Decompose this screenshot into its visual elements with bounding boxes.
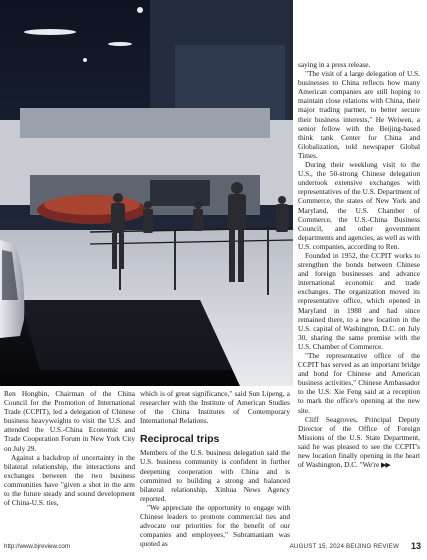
footer-date: AUGUST 15, 2024 BEIJING REVIEW	[289, 543, 399, 550]
paragraph: Members of the U.S. business delegation said the U.S. business community is confident in further deepening cooperation with China and is committed to building a strong and balanced bilateral relationship, Xinhua News Agency reported.	[140, 448, 290, 503]
paragraph: Cliff Seagroves, Principal Deputy Director of the Office of Foreign Missions of the U.S. State Department, said he was pleased to see the CCPIT's new location finally opening in the heart of Washington, D.C. "We're	[298, 414, 420, 470]
paragraph: "We appreciate the opportunity to engage with Chinese leaders to promote commercial ties and advocate our priorities for the benefit of our companies and employees," Subramaniam was quoted as	[140, 502, 290, 549]
exhibition-photo	[0, 0, 293, 386]
paragraph: saying in a press release.	[298, 60, 371, 69]
page-footer	[4, 543, 421, 554]
continue-arrow-icon: ▶▶	[381, 461, 390, 470]
right-column-text	[298, 60, 420, 470]
bottom-left-column-text	[4, 389, 135, 507]
paragraph: During their weeklong visit to the U.S., the 50-strong Chinese delegation undertook extensive exchanges with representatives of the U.S. Department of Commerce, the states of New York and Maryland, the U.S. Chamber of Commerce, the U.S.-China Business Council, and other government departments and agencies, as well as with U.S. companies, according to Ren.	[298, 160, 420, 251]
page-number: 13	[410, 541, 421, 551]
bottom-middle-column-text	[140, 389, 290, 548]
paragraph: "The visit of a large delegation of U.S. businesses to China reflects how many American companies are still hoping to maintain close relations with China, their major trading partner, to better secure their business interests," He Weiwen, a senior fellow with the Beijing-based think tank Center for China and Globalization, told newspaper Global Times.	[298, 69, 420, 160]
paragraph: Ren Hongbin, Chairman of the China Council for the Promotion of International Trade (CCPIT), led a delegation of Chinese business heavyweights to visit the U.S. and attended the U.S.-China Economic and Trade Cooperation Forum in New York City on July 29.	[4, 389, 135, 453]
paragraph: Against a backdrop of uncertainty in the bilateral relationship, the interactions and exchanges between the two business communities have "given a shot in the arm to the future steady and sound development of China-U.S. ties,	[4, 452, 135, 508]
paragraph: "The representative office of the CCPIT has served as an important bridge and bond for Chinese and American business activities," Chinese Ambassador to the U.S. Xie Feng said at a reception to mark the office's opening at the new site.	[298, 351, 420, 415]
paragraph: Founded in 1952, the CCPIT works to strengthen the bonds between Chinese and foreign businesses and advance international economic and trade exchanges. The organization moved its representative office, which opened in Maryland in 1988 and had since remained there, to a new location in the U.S. capital of Washington, D.C. on July 30, sharing the same premise with the U.S. Chamber of Commerce.	[298, 250, 420, 351]
paragraph: which is of great significance," said Sun Lipeng, a researcher with the Institute of American Studies of the China Institutes of Contemporary International Relations.	[140, 389, 290, 426]
footer-url[interactable]: http://www.bjreview.com	[4, 543, 71, 550]
section-subheading: Reciprocal trips	[140, 433, 220, 446]
